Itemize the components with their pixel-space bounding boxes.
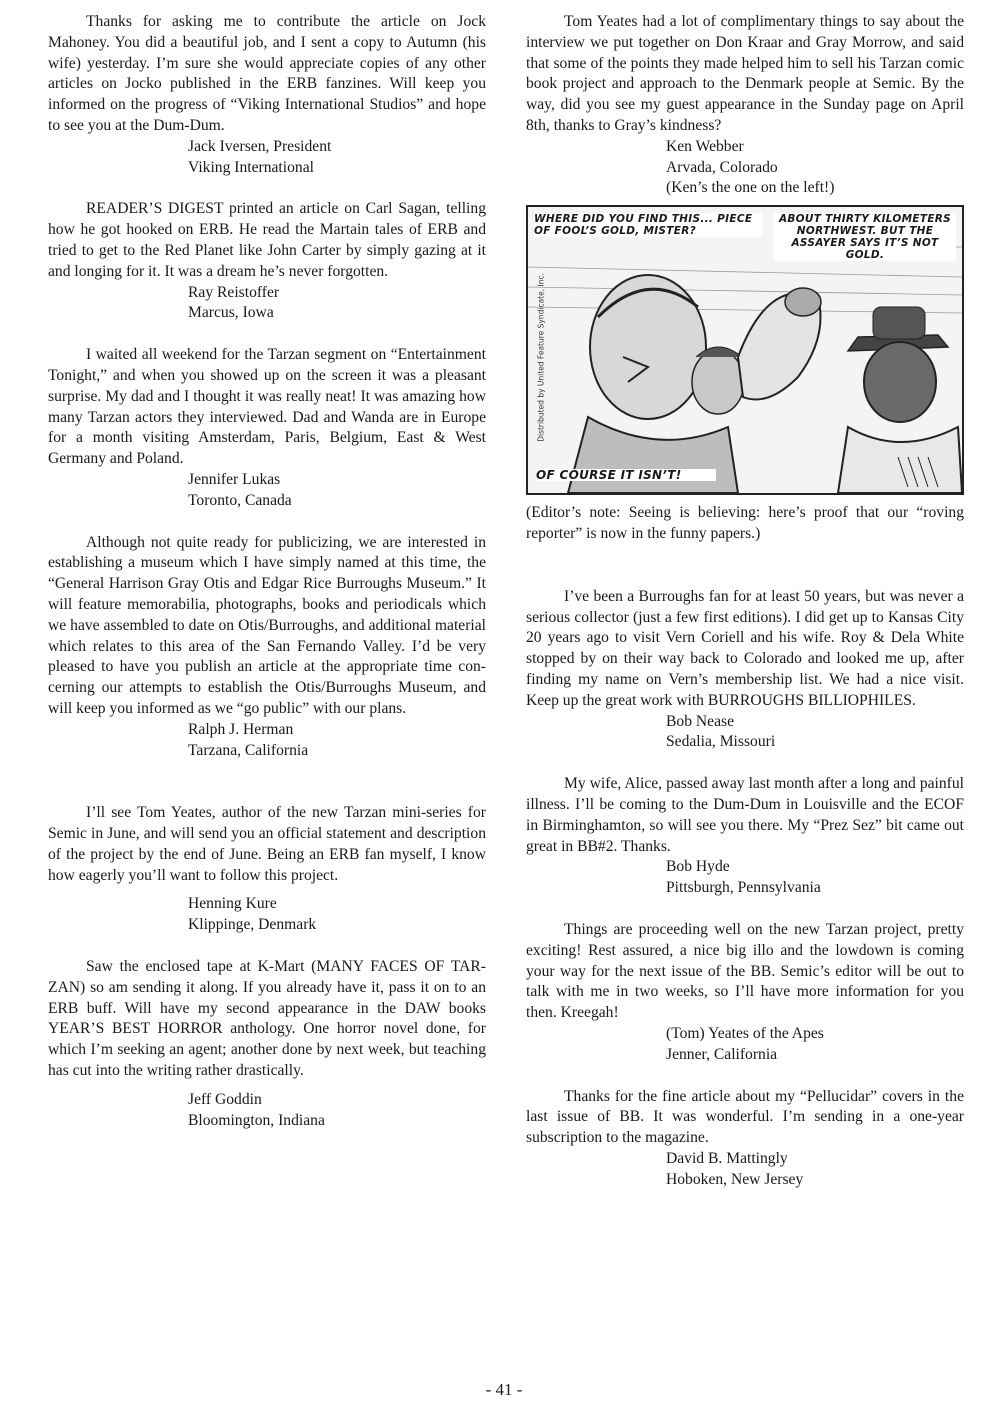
letter-nease — [526, 587, 964, 753]
editor-note-text: (Editor’s note: Seeing is believing: here’s proof that our “roving reporter” is now in the funny papers.) — [526, 504, 964, 542]
signature-place: Viking International — [188, 158, 314, 176]
signature-place: Hoboken, New Jersey — [666, 1170, 804, 1188]
signature-name: Ken Webber — [666, 137, 744, 155]
letter-body: I’ll see Tom Yeates, author of the new Tarzan mini-series for Semic in June, and will send you an official statement and description of the project by the end of June. Being an ERB fan myself, I know how eagerly you’ll want to follow this project. — [48, 804, 486, 884]
speech-balloon-left: WHERE DID YOU FIND THIS... PIECE OF FOOL’S GOLD, MISTER? — [534, 213, 762, 237]
signature-name: Jack Iversen, President — [188, 137, 332, 155]
letter-body: Things are proceeding well on the new Tarzan project, pretty exciting! Rest assured, a nice big illo and the lowdown is coming your way for the next issue of the BB. Semic’s editor will be out to talk with me in two weeks, so I’ll have more information for you then. Kreegah! — [526, 920, 964, 1022]
letter-kure — [48, 803, 486, 936]
letter-signature — [666, 1149, 964, 1191]
editor-note — [526, 503, 964, 545]
letter-signature — [666, 857, 964, 899]
signature-place: Toronto, Canada — [188, 491, 292, 509]
letter-webber — [526, 12, 964, 199]
letter-lukas — [48, 345, 486, 511]
letter-goddin — [48, 957, 486, 1131]
signature-place: Jenner, California — [666, 1045, 778, 1063]
signature-name: Ray Reistoffer — [188, 283, 280, 301]
letter-signature — [188, 137, 486, 179]
letter-reistoffer — [48, 199, 486, 324]
signature-place: Pittsburgh, Pennsylvania — [666, 879, 821, 897]
signature-name: (Tom) Yeates of the Apes — [666, 1024, 824, 1042]
signature-place: Klippinge, Denmark — [188, 916, 317, 934]
letter-body: Tom Yeates had a lot of complimentary things to say about the interview we put together on Don Kraar and Gray Morrow, and said that some of the points they made helped him to sell his Tarzan comic book project and approach to the Denmark people at Semic. By the way, did you see my guest appearance in the Sunday page on April 8th, thanks to Gray’s kindness? — [526, 13, 964, 134]
letter-signature — [188, 894, 486, 936]
letter-signature — [188, 470, 486, 512]
letter-herman — [48, 533, 486, 762]
letter-body: Although not quite ready for publicizing, we are interested in establishing a museum which I have simply named at this time, the “General Harrison Gray Otis and Edgar Rice Burroughs Museum.” It will feature memorabilia, photographs, books and periodicals which we have assembled to date on Otis/Burroughs, and additional material which relates to this area of the San Fernando Valley. I’d be very pleased to have you publish an article at the appropriate time concerning our attempts to establish the Otis/Burroughs Museum, and will keep you informed as we “go public” with our plans. — [48, 533, 486, 717]
letter-signature — [666, 1024, 964, 1066]
signature-name: Jeff Goddin — [188, 1090, 262, 1108]
signature-place: Bloomington, Indiana — [188, 1111, 325, 1129]
signature-name: Ralph J. Herman — [188, 720, 294, 738]
signature-name: David B. Mattingly — [666, 1149, 788, 1167]
syndicate-credit: Distributed by United Feature Syndicate, Inc. — [536, 273, 546, 442]
signature-place: Marcus, Iowa — [188, 304, 274, 322]
letter-body: I waited all weekend for the Tarzan segment on “Entertainment Tonight,” and when you showed up on the screen it was a pleasant surprise. My dad and I thought it was really neat! It was amazing how many Tarzan actors they interviewed. Dad and Wanda are in Europe for a month visiting Amsterdam, Paris, Belgium, East & West Germany and Poland. — [48, 346, 486, 468]
signature-name: Henning Kure — [188, 895, 277, 913]
letter-signature — [188, 283, 486, 325]
letter-hyde — [526, 774, 964, 899]
letter-mattingly — [526, 1087, 964, 1191]
signature-note: (Ken’s the one on the left!) — [666, 179, 835, 197]
signature-name: Jennifer Lukas — [188, 470, 281, 488]
page-number: - 41 - — [485, 1380, 523, 1399]
letter-body: Saw the enclosed tape at K-Mart (MANY FACES OF TARZAN) so am sending it along. If you already have it, pass it on to an ERB buff. Will have my second appearance in the DAW books YEAR’S BEST HORROR anthology. One horror novel done, for which I’m seeking an agent; another done by next week, but teaching has cut into the writing rather drastically. — [48, 958, 486, 1080]
speech-balloon-right: ABOUT THIRTY KILOMETERS NORTHWEST. BUT THE ASSAYER SAYS IT’S NOT GOLD. — [774, 213, 956, 261]
speech-balloon-bottom: OF COURSE IT ISN’T! — [536, 469, 716, 481]
signature-place: Arvada, Colorado — [666, 158, 778, 176]
left-column — [48, 12, 486, 1131]
letter-body: READER’S DIGEST printed an article on Carl Sagan, telling how he got hooked on ERB. He read the Martain tales of ERB and tried to get to the Red Planet like John Carter by simply gazing at it and longing for it. It was a dream he’s never forgotten. — [48, 200, 486, 280]
letter-body: I’ve been a Burroughs fan for at least 50 years, but was never a serious collector (just a few first editions). I did get up to Kansas City 20 years ago to visit Vern Coriell and his wife. Roy & Dela White stopped by on their way back to Colorado and looked me up, after finding my name on Vern’s membership list. We had a nice visit. Keep up the great work with BURROUGHS BILLIOPHILES. — [526, 587, 964, 709]
letter-signature — [188, 720, 486, 762]
letter-signature — [188, 1090, 486, 1132]
letter-iversen — [48, 12, 486, 178]
signature-name: Bob Nease — [666, 712, 734, 730]
letter-yeates — [526, 920, 964, 1066]
letter-body: Thanks for the fine article about my “Pellucidar” covers in the last issue of BB. It was wonderful. I’m sending in a one-year subscription to the magazine. — [526, 1087, 964, 1147]
letter-body: My wife, Alice, passed away last month after a long and painful illness. I’ll be coming to the Dum-Dum in Louisville and the ECOF in Birminghamton, so will see you there. My “Prez Sez” bit came out great in BB#2. Thanks. — [526, 775, 964, 855]
comic-strip-panel — [526, 205, 964, 495]
letter-body: Thanks for asking me to contribute the article on Jock Mahoney. You did a beautiful job, and I sent a copy to Autumn (his wife) yesterday. I’m sure she would appreciate copies of any other articles on Jocko published in the ERB fanzines. Will keep you informed on the progress of “Viking International Studios” and hope to see you at the Dum-Dum. — [48, 13, 486, 134]
signature-place: Sedalia, Missouri — [666, 733, 776, 751]
signature-name: Bob Hyde — [666, 858, 730, 876]
letter-signature — [666, 712, 964, 754]
right-column — [526, 12, 964, 1190]
signature-place: Tarzana, California — [188, 741, 309, 759]
letter-signature — [666, 137, 964, 199]
